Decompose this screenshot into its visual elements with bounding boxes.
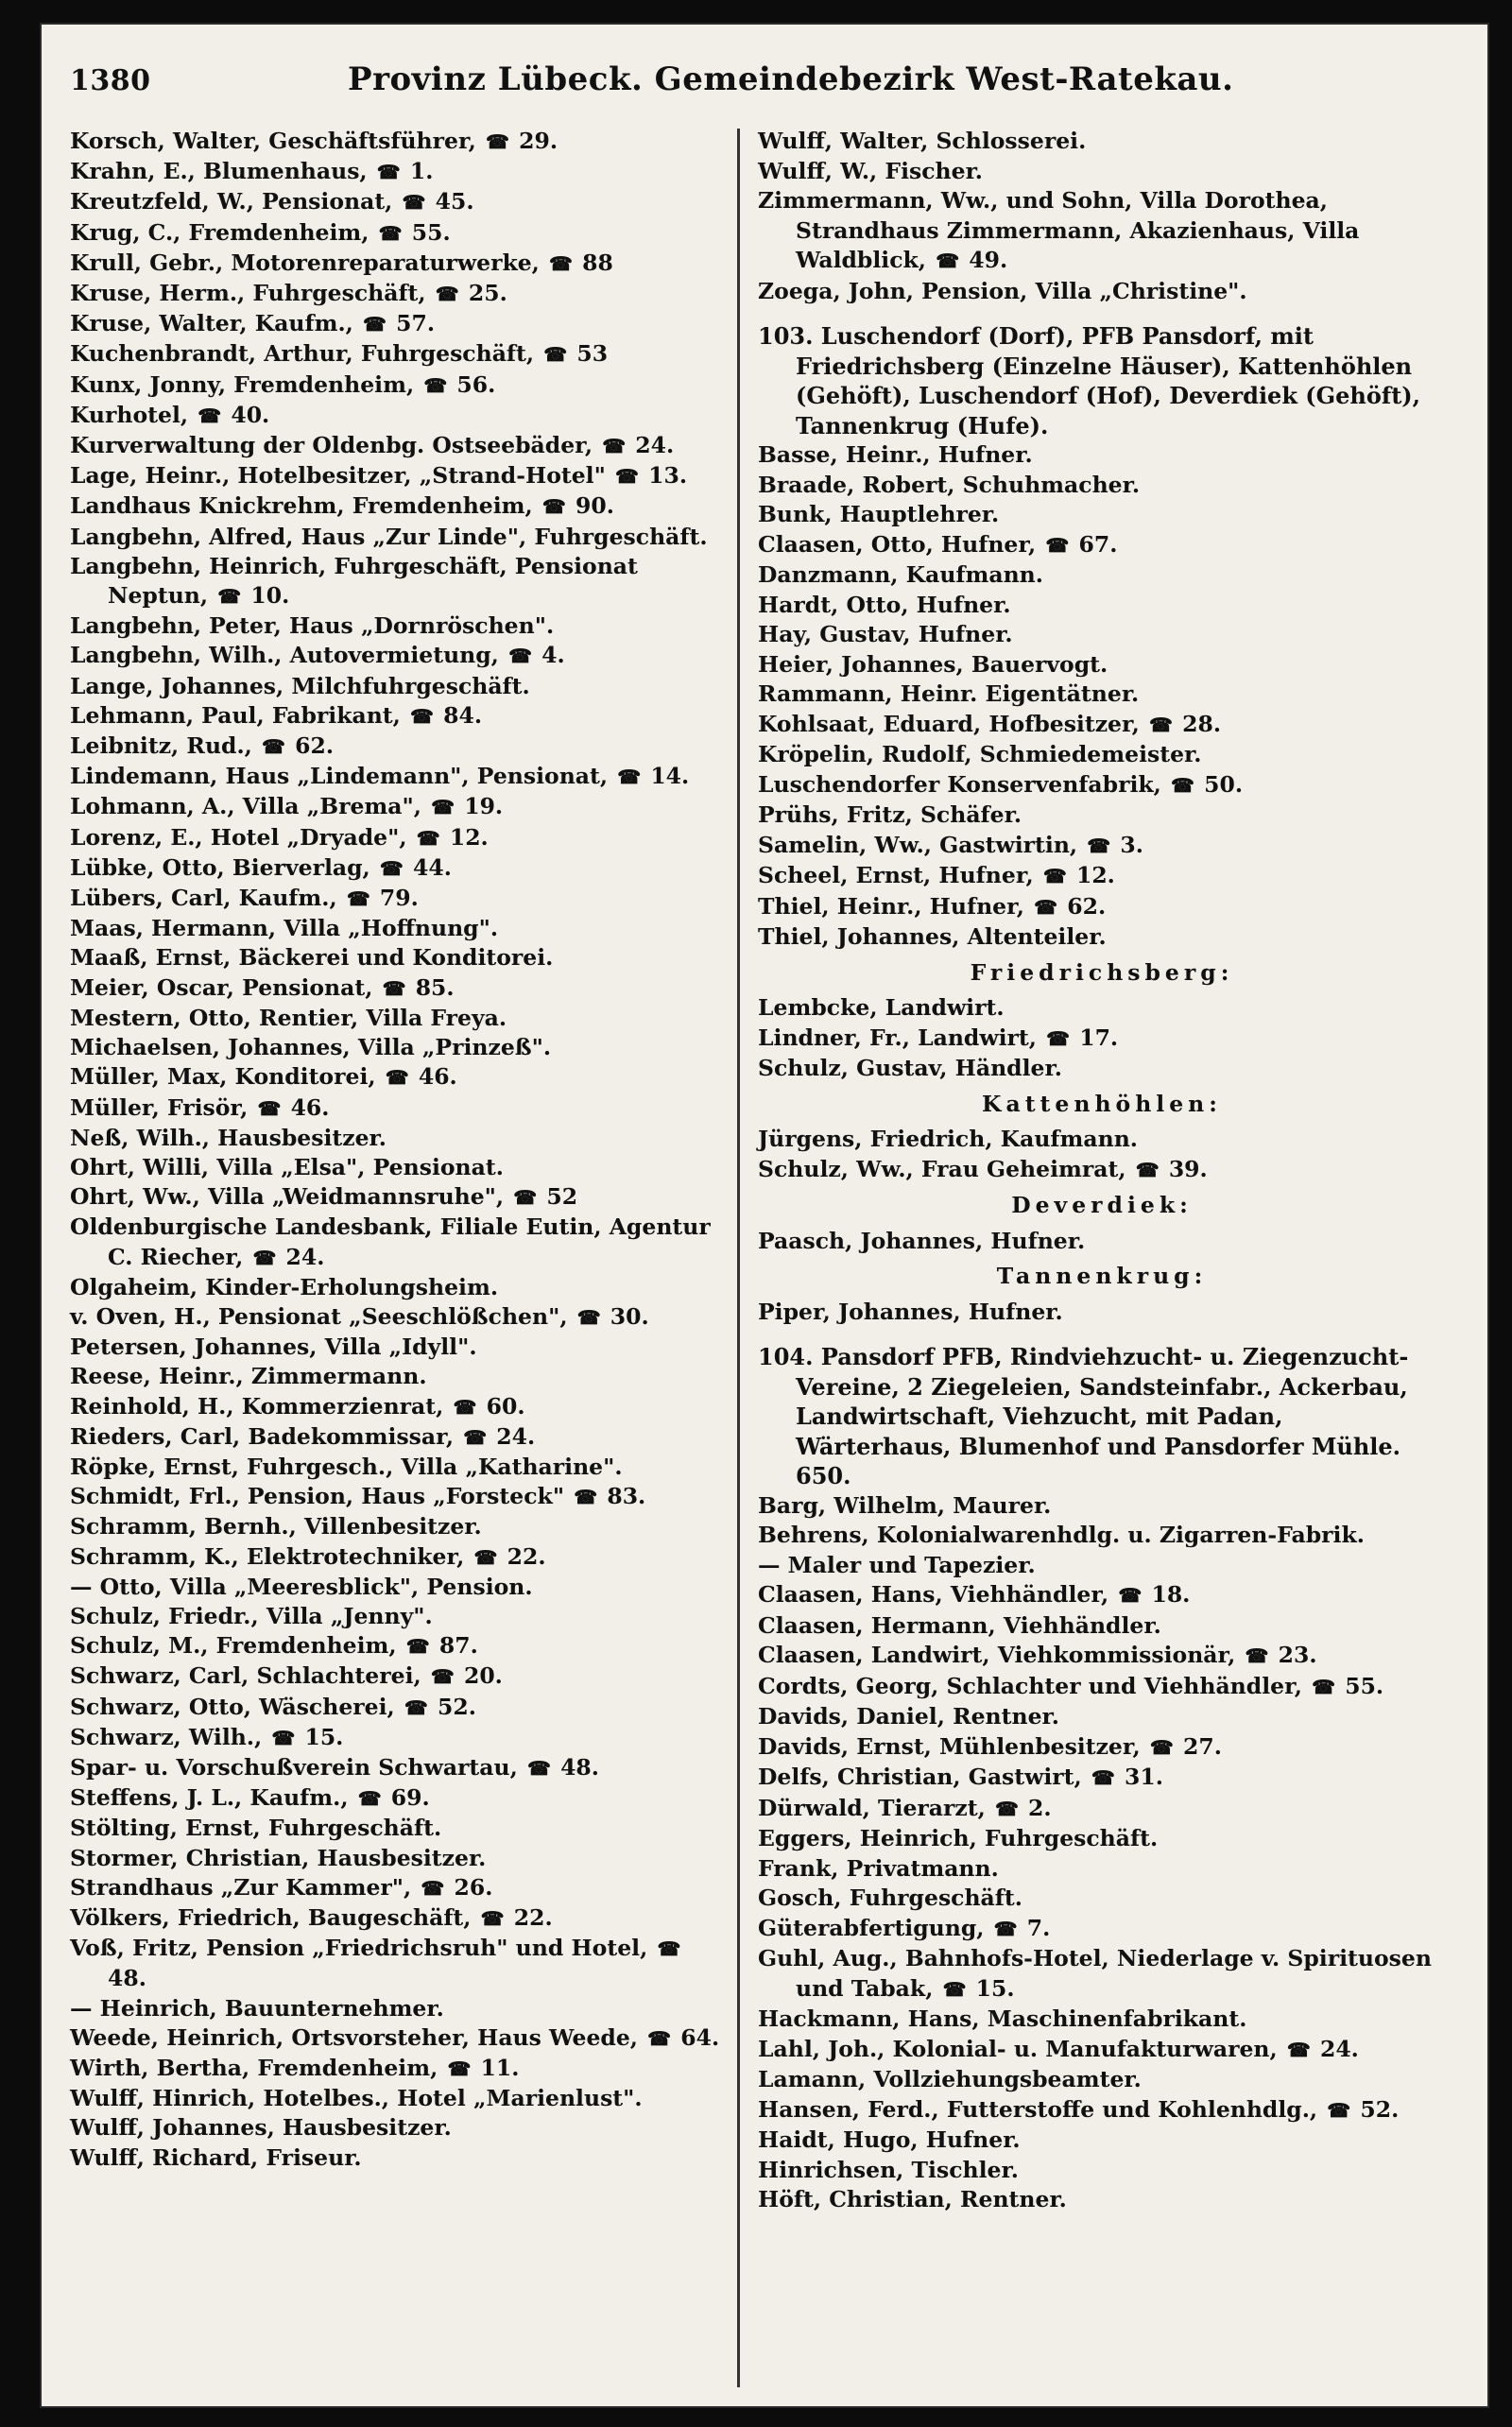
telephone-icon: ☎ [416,826,440,850]
telephone-icon: ☎ [576,1305,601,1329]
column-divider [737,129,740,2387]
directory-entry: Kohlsaat, Eduard, Hofbesitzer, ☎ 28. [758,710,1446,741]
directory-entry: — Otto, Villa „Meeresblick", Pension. [70,1573,533,1600]
directory-entry: Braade, Robert, Schuhmacher. [758,471,1141,498]
directory-entry: Kunx, Jonny, Fremdenheim, ☎ 56. [70,370,724,401]
directory-entry: Claasen, Otto, Hufner, ☎ 67. [758,530,1446,561]
directory-entry: Korsch, Walter, Geschäftsführer, ☎ 29. [70,127,724,157]
telephone-icon: ☎ [357,1787,382,1811]
telephone-icon: ☎ [217,585,242,609]
directory-entry: Petersen, Johannes, Villa „Idyll". [70,1334,477,1361]
telephone-icon: ☎ [430,1665,455,1689]
telephone-icon: ☎ [1045,533,1070,557]
telephone-icon: ☎ [602,435,627,458]
directory-entry: Davids, Daniel, Rentner. [758,1703,1059,1730]
directory-entry: Kruse, Walter, Kaufm., ☎ 57. [70,309,724,339]
directory-entry: Gosch, Fuhrgeschäft. [758,1885,1022,1911]
directory-entry: Schwarz, Otto, Wäscherei, ☎ 52. [70,1693,724,1723]
directory-entry: Weede, Heinrich, Ortsvorsteher, Haus Weede, ☎ 64. [70,2023,724,2054]
directory-entry: Barg, Wilhelm, Maurer. [758,1491,1052,1519]
directory-entry: Stölting, Ernst, Fuhrgeschäft. [70,1815,442,1842]
telephone-icon: ☎ [526,1756,551,1780]
directory-entry: Schulz, Friedr., Villa „Jenny". [70,1602,433,1629]
telephone-icon: ☎ [1171,773,1194,797]
directory-entry: Lübers, Carl, Kaufm., ☎ 79. [70,884,724,914]
telephone-icon: ☎ [252,1246,277,1269]
telephone-icon: ☎ [453,1395,477,1419]
directory-entry: Eggers, Heinrich, Fuhrgeschäft. [758,1825,1159,1851]
directory-entry: Haidt, Hugo, Hufner. [758,2126,1021,2153]
directory-entry: Schramm, Bernh., Villenbesitzer. [70,1513,482,1541]
directory-entry: Reinhold, H., Kommerzienrat, ☎ 60. [70,1392,724,1422]
page-header [70,60,1431,117]
directory-entry: Samelin, Ww., Gastwirtin, ☎ 3. [758,831,1446,862]
directory-entry: Bunk, Hauptlehrer. [758,501,1000,527]
left-column [70,127,724,2173]
directory-entry: Röpke, Ernst, Fuhrgesch., Villa „Katharine". [70,1453,623,1480]
directory-entry: Cordts, Georg, Schlachter und Viehhändler, ☎ 55. [758,1672,1446,1703]
telephone-icon: ☎ [549,251,573,275]
directory-entry: Schulz, Gustav, Händler. [758,1055,1062,1081]
directory-entry: Lindemann, Haus „Lindemann", Pensionat, ☎ 14. [70,762,724,792]
directory-entry: Reese, Heinr., Zimmermann. [70,1363,427,1390]
telephone-icon: ☎ [1327,2098,1351,2122]
directory-entry: Paasch, Johannes, Hufner. [758,1227,1086,1254]
directory-entry: Wulff, Walter, Schlosserei. [758,128,1087,154]
telephone-icon: ☎ [647,2026,672,2050]
directory-entry: Olgaheim, Kinder-Erholungsheim. [70,1273,499,1300]
directory-entry: Hackmann, Hans, Maschinenfabrikant. [758,2005,1247,2032]
directory-entry: Krug, C., Fremdenheim, ☎ 55. [70,218,724,249]
section-heading: 103. Luschendorf (Dorf), PFB Pansdorf, mit Friedrichsberg (Einzelne Häuser), Kattenhöhlen (Gehöft), Luschendorf (Hof), Deverdiek (Gehöft), Tannenkrug (Hufe). [758,322,1421,439]
directory-entry: v. Oven, H., Pensionat „Seeschlößchen", ☎ 30. [70,1302,724,1333]
telephone-icon: ☎ [543,343,568,367]
directory-entry: Leibnitz, Rud., ☎ 62. [70,732,724,762]
directory-entry: Piper, Johannes, Hufner. [758,1298,1063,1325]
directory-entry: Langbehn, Alfred, Haus „Zur Linde", Fuhrgeschäft. [70,523,708,550]
directory-entry: Schulz, M., Fremdenheim, ☎ 87. [70,1631,724,1661]
page-number: 1380 [70,64,151,97]
directory-entry: Schwarz, Wilh., ☎ 15. [70,1723,724,1753]
directory-entry: Neß, Wilh., Hausbesitzer. [70,1124,387,1151]
directory-entry: Müller, Frisör, ☎ 46. [70,1093,724,1124]
directory-entry: Stormer, Christian, Hausbesitzer. [70,1844,487,1871]
directory-entry: Frank, Privatmann. [758,1854,999,1882]
directory-entry: — Heinrich, Bauunternehmer. [70,1994,444,2022]
directory-entry: Kuchenbrandt, Arthur, Fuhrgeschäft, ☎ 53 [70,339,724,370]
telephone-icon: ☎ [1034,895,1058,919]
telephone-icon: ☎ [1135,1158,1160,1181]
telephone-icon: ☎ [473,1545,498,1569]
directory-entry: Thiel, Heinr., Hufner, ☎ 62. [758,892,1446,923]
directory-entry: Hay, Gustav, Hufner. [758,621,1013,647]
telephone-icon: ☎ [993,1917,1018,1940]
directory-entry: Lübke, Otto, Bierverlag, ☎ 44. [70,853,724,884]
telephone-icon: ☎ [376,161,401,184]
telephone-icon: ☎ [1149,1735,1174,1759]
subsection-heading: Friedrichsberg: [970,958,1234,986]
telephone-icon: ☎ [1312,1675,1336,1698]
subsection-heading: Deverdiek: [1011,1192,1193,1218]
telephone-icon: ☎ [1286,2038,1311,2061]
directory-entry: Voß, Fritz, Pension „Friedrichsruh" und Hotel, ☎ 48. [70,1935,681,1992]
directory-entry: Wulff, Richard, Friseur. [70,2143,362,2171]
telephone-icon: ☎ [574,1486,598,1509]
directory-entry: Claasen, Landwirt, Viehkommissionär, ☎ 23. [758,1641,1446,1672]
telephone-icon: ☎ [447,2057,472,2080]
directory-entry: Kreutzfeld, W., Pensionat, ☎ 45. [70,187,724,217]
directory-entry: Zimmermann, Ww., und Sohn, Villa Dorothea, Strandhaus Zimmermann, Akazienhaus, Villa Waldblick, ☎ 49. [758,186,1446,277]
telephone-icon: ☎ [262,735,285,759]
directory-entry: Lohmann, A., Villa „Brema", ☎ 19. [70,792,724,822]
telephone-icon: ☎ [617,766,642,789]
telephone-icon: ☎ [994,1797,1019,1820]
directory-entry: Steffens, J. L., Kaufm., ☎ 69. [70,1783,724,1814]
directory-entry: Scheel, Ernst, Hufner, ☎ 12. [758,861,1446,892]
directory-entry: — Maler und Tapezier. [758,1551,1036,1578]
directory-entry: Luschendorfer Konservenfabrik, ☎ 50. [758,770,1446,801]
directory-entry: Maaß, Ernst, Bäckerei und Konditorei. [70,944,554,972]
directory-entry: Wirth, Bertha, Fremdenheim, ☎ 11. [70,2054,724,2084]
telephone-icon: ☎ [435,283,459,306]
directory-entry: Lahl, Joh., Kolonial- u. Manufakturwaren, ☎ 24. [758,2035,1446,2066]
page-title: Provinz Lübeck. Gemeindebezirk West-Ratekau. [348,60,1234,98]
directory-entry: Delfs, Christian, Gastwirt, ☎ 31. [758,1763,1446,1794]
directory-entry: Rieders, Carl, Badekommissar, ☎ 24. [70,1422,724,1453]
telephone-icon: ☎ [463,1425,488,1449]
directory-entry: Höft, Christian, Rentner. [758,2186,1067,2212]
directory-entry: Zoega, John, Pension, Villa „Christine". [758,277,1247,304]
telephone-icon: ☎ [508,645,532,668]
right-column [758,127,1446,2215]
telephone-icon: ☎ [402,191,426,215]
directory-entry: Krull, Gebr., Motorenreparaturwerke, ☎ 88 [70,249,724,279]
directory-entry: Danzmann, Kaufmann. [758,561,1043,588]
telephone-icon: ☎ [346,887,370,911]
directory-entry: Jürgens, Friedrich, Kaufmann. [758,1126,1138,1152]
directory-entry: Guhl, Aug., Bahnhofs-Hotel, Niederlage v. Spirituosen und Tabak, ☎ 15. [758,1944,1446,2005]
section-heading: 104. Pansdorf PFB, Rindviehzucht- u. Ziegenzucht-Vereine, 2 Ziegeleien, Sandsteinfabr., Ackerbau, Landwirtschaft, Viehzucht, mit Padan, Wärterhaus, Blumenhof und Pansdorfer Mühle. 650. [758,1343,1409,1489]
directory-entry: Ohrt, Willi, Villa „Elsa", Pensionat. [70,1153,504,1180]
telephone-icon: ☎ [198,404,222,427]
directory-entry: Strandhaus „Zur Kammer", ☎ 26. [70,1873,724,1903]
directory-entry: Claasen, Hermann, Viehhändler. [758,1611,1161,1639]
directory-entry: Lange, Johannes, Milchfuhrgeschäft. [70,672,530,699]
telephone-icon: ☎ [541,495,566,519]
telephone-icon: ☎ [379,856,404,880]
telephone-icon: ☎ [1042,865,1067,887]
directory-entry: Lorenz, E., Hotel „Dryade", ☎ 12. [70,823,724,853]
telephone-icon: ☎ [1046,1026,1071,1050]
telephone-icon: ☎ [257,1096,282,1120]
directory-entry: Wulff, Hinrich, Hotelbes., Hotel „Marienlust". [70,2085,643,2112]
telephone-icon: ☎ [271,1726,296,1749]
directory-entry: Oldenburgische Landesbank, Filiale Eutin, Agentur C. Riecher, ☎ 24. [70,1213,724,1272]
telephone-icon: ☎ [404,1695,428,1719]
telephone-icon: ☎ [1087,834,1111,857]
directory-entry: Mestern, Otto, Rentier, Villa Freya. [70,1004,507,1031]
telephone-icon: ☎ [936,250,960,272]
directory-entry: Landhaus Knickrehm, Fremdenheim, ☎ 90. [70,491,724,522]
directory-entry: Kruse, Herm., Fuhrgeschäft, ☎ 25. [70,279,724,309]
telephone-icon: ☎ [1245,1644,1269,1667]
telephone-icon: ☎ [1091,1766,1115,1789]
directory-entry: Lamann, Vollziehungsbeamter. [758,2066,1142,2092]
telephone-icon: ☎ [423,373,448,397]
directory-entry: Krahn, E., Blumenhaus, ☎ 1. [70,157,724,187]
telephone-icon: ☎ [382,976,406,1000]
directory-entry: Langbehn, Peter, Haus „Dornröschen". [70,612,555,640]
directory-entry: Langbehn, Wilh., Autovermietung, ☎ 4. [70,641,724,671]
directory-entry: Hardt, Otto, Hufner. [758,591,1011,618]
directory-entry: Lehmann, Paul, Fabrikant, ☎ 84. [70,701,724,732]
directory-entry: Thiel, Johannes, Altenteiler. [758,923,1107,950]
directory-entry: Lage, Heinr., Hotelbesitzer, „Strand-Hotel" ☎ 13. [70,461,724,491]
directory-entry: Kurverwaltung der Oldenbg. Ostseebäder, ☎ 24. [70,431,724,461]
telephone-icon: ☎ [1149,713,1173,736]
telephone-icon: ☎ [405,1635,430,1659]
directory-entry: Spar- u. Vorschußverein Schwartau, ☎ 48. [70,1753,724,1783]
telephone-icon: ☎ [410,704,434,728]
directory-entry: Dürwald, Tierarzt, ☎ 2. [758,1794,1446,1825]
telephone-icon: ☎ [657,1937,681,1961]
directory-entry: Schwarz, Carl, Schlachterei, ☎ 20. [70,1661,724,1692]
directory-entry: Kröpelin, Rudolf, Schmiedemeister. [758,741,1202,767]
directory-entry: Lindner, Fr., Landwirt, ☎ 17. [758,1024,1446,1055]
directory-entry: Hinrichsen, Tischler. [758,2156,1019,2183]
telephone-icon: ☎ [431,796,455,819]
directory-entry: Schulz, Ww., Frau Geheimrat, ☎ 39. [758,1155,1446,1186]
subsection-heading: Tannenkrug: [996,1263,1208,1289]
directory-entry: Güterabfertigung, ☎ 7. [758,1914,1446,1945]
directory-entry: Schmidt, Frl., Pension, Haus „Forsteck" ☎ 83. [70,1482,724,1512]
telephone-icon: ☎ [385,1066,409,1090]
directory-entry: Langbehn, Heinrich, Fuhrgeschäft, Pensionat Neptun, ☎ 10. [70,552,724,611]
telephone-icon: ☎ [942,1977,967,2001]
telephone-icon: ☎ [486,130,509,153]
subsection-heading: Kattenhöhlen: [982,1090,1222,1117]
directory-entry: Schramm, K., Elektrotechniker, ☎ 22. [70,1542,724,1573]
telephone-icon: ☎ [378,221,403,245]
directory-entry: Ohrt, Ww., Villa „Weidmannsruhe", ☎ 52 [70,1182,724,1213]
directory-entry: Michaelsen, Johannes, Villa „Prinzeß". [70,1034,552,1061]
directory-entry: Basse, Heinr., Hufner. [758,441,1033,468]
directory-entry: Behrens, Kolonialwarenhdlg. u. Zigarren-Fabrik. [758,1522,1365,1548]
directory-entry: Davids, Ernst, Mühlenbesitzer, ☎ 27. [758,1732,1446,1764]
telephone-icon: ☎ [363,313,387,336]
directory-entry: Wulff, Johannes, Hausbesitzer. [70,2114,452,2142]
telephone-icon: ☎ [421,1876,445,1900]
telephone-icon: ☎ [1118,1584,1143,1607]
directory-entry: Maas, Hermann, Villa „Hoffnung". [70,915,499,942]
telephone-icon: ☎ [615,465,639,489]
directory-entry: Meier, Oscar, Pensionat, ☎ 85. [70,973,724,1004]
directory-entry: Völkers, Friedrich, Baugeschäft, ☎ 22. [70,1903,724,1934]
telephone-icon: ☎ [513,1186,538,1210]
directory-entry: Lembcke, Landwirt. [758,994,1005,1021]
telephone-icon: ☎ [480,1906,505,1930]
directory-page [42,25,1487,2406]
directory-entry: Prühs, Fritz, Schäfer. [758,801,1022,828]
directory-entry: Rammann, Heinr. Eigentätner. [758,680,1140,707]
directory-entry: Kurhotel, ☎ 40. [70,401,724,431]
directory-entry: Hansen, Ferd., Futterstoffe und Kohlenhdlg., ☎ 52. [758,2095,1446,2126]
directory-entry: Heier, Johannes, Bauervogt. [758,650,1108,678]
directory-entry: Claasen, Hans, Viehhändler, ☎ 18. [758,1580,1446,1611]
directory-entry: Wulff, W., Fischer. [758,157,983,184]
directory-entry: Müller, Max, Konditorei, ☎ 46. [70,1062,724,1093]
